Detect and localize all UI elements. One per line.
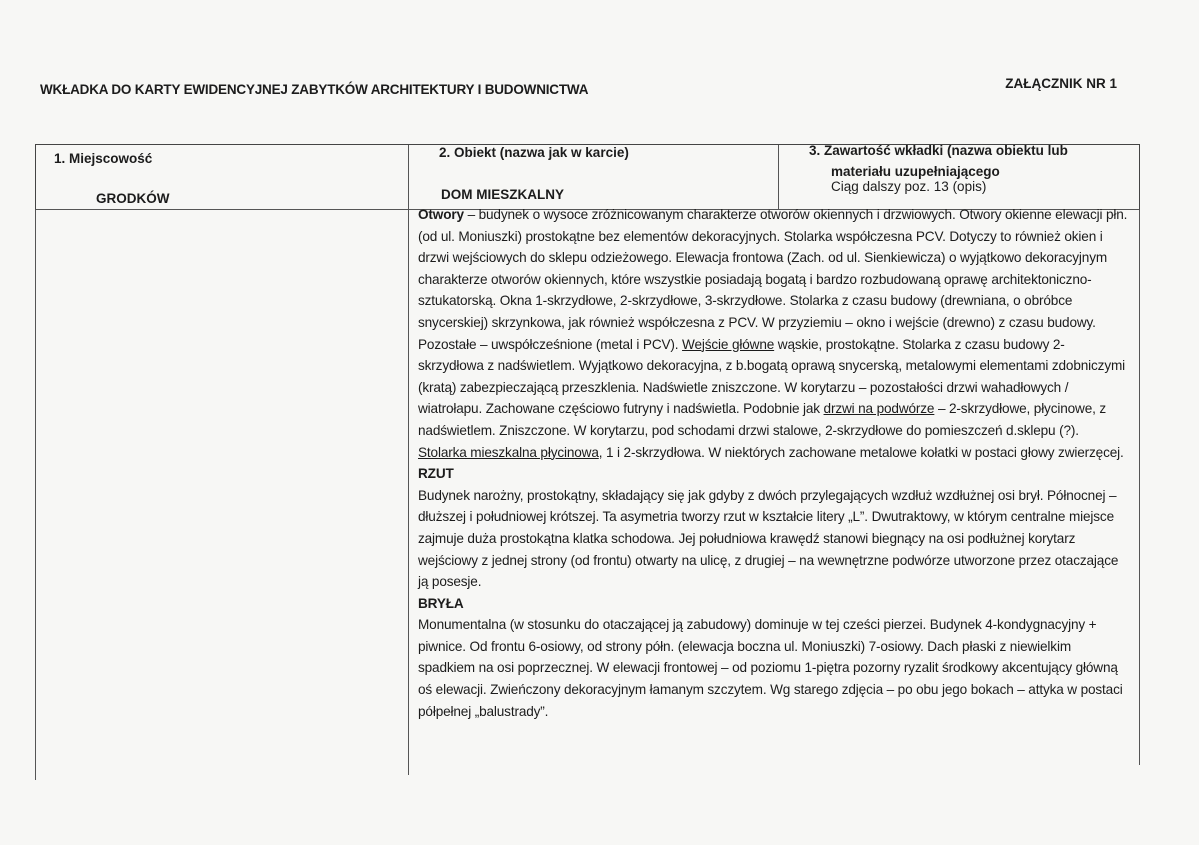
locality-cell [36,145,409,209]
section-otwory [418,204,1128,463]
right-border [1139,210,1140,765]
object-cell [409,145,779,209]
locality-value: GRODKÓW [96,191,170,206]
otwory-text-3: – 2-skrzydłowe, płycinowe, z nadświetlem. Zniszczone. W korytarzu, pod schodami drzwi stalowe, 2-skrzydłowe do pomieszczeń d.sklepu (?). [418,401,1107,438]
locality-label: 1. Miejscowość [54,151,153,166]
left-border [35,210,36,780]
bryla-heading: BRYŁA [418,595,464,611]
description-text [418,204,1128,722]
document-title: WKŁADKA DO KARTY EWIDENCYJNEJ ZABYTKÓW ARCHITEKTURY I BUDOWNICTWA [40,82,589,97]
section-rzut [418,463,1128,593]
contents-cell [779,145,1139,209]
otwory-underline-2: drzwi na podwórze [823,401,935,417]
annex-label: ZAŁĄCZNIK NR 1 [1005,76,1117,91]
contents-subtitle: Ciąg dalszy poz. 13 (opis) [831,179,987,194]
record-table [35,143,1140,719]
table-header-row [35,144,1140,210]
object-value: DOM MIESZKALNY [441,187,564,202]
contents-label-line2: materiału uzupełniającego [831,164,1000,179]
contents-label-line1: 3. Zawartość wkładki (nazwa obiektu lub [809,143,1068,158]
otwory-underline-1: Wejście główne [682,336,775,352]
bryla-text: Monumentalna (w stosunku do otaczającej ją zabudowy) dominuje w tej cześci pierzei. Budynek 4-kondygnacyjny + piwnice. Od frontu 6-osiowy, od strony półn. (elewacja boczna ul. Moniuszki) 7-osiowy. Dach płaski z niewielkim spadkiem na osi poprzecznej. W elewacji frontowej – od poziomu 1-piętra pozorny ryzalit środkowy akcentujący główną oś elewacji. Zwieńczony dekoracyjnym łamanym szczytem. Wg starego zdjęcia – po obu jego bokach – attyka w postaci półpełnej „balustrady”. [418,617,1123,719]
otwory-text-1: – budynek o wysoce zróżnicowanym charakterze otworów okiennych i drzwiowych. Otwory okienne elewacji płn. (od ul. Moniuszki) prostokątne bez elementów dekoracyjnych. Stolarka współczesna PCV. Dotyczy to również okien i drzwi wejściowych do sklepu odzieżowego. Elewacja frontowa (Zach. od ul. Sienkiewicza) o wyjątkowo dekoracyjnym charakterze otworów okiennych, które wszystkie posiadają bogatą i bardzo rozbudowaną oprawę architektoniczno-sztukatorską. Okna 1-skrzydłowe, 2-skrzydłowe, 3-skrzydłowe. Stolarka z czasu budowy (drewniana, o obróbce snycerskiej) skrzynkowa, jak również współczesna z PCV. W przyziemiu – okno i wejście (drewno) z czasu budowy. Pozostałe – uwspółcześnione (metal i PCV). [418,207,1128,352]
object-label: 2. Obiekt (nazwa jak w karcie) [439,145,629,160]
rzut-heading: RZUT [418,466,454,482]
otwory-text-4: , 1 i 2-skrzydłowa. W niektórych zachowane metalowe kołatki w postaci głowy zwierzęcej. [598,444,1124,460]
table-body-row [35,207,1140,780]
rzut-text: Budynek narożny, prostokątny, składający się jak gdyby z dwóch przylegających wzdłuż wzdłużnej osi brył. Północnej – dłuższej i południowej krótszej. Ta asymetria tworzy rzut w kształcie litery „L”. Dwutraktowy, w którym centralne miejsce zajmuje duża prostokątna klatka schodowa. Jej południowa krawędź stanowi biegnący na osi podłużnej korytarz wejściowy z jednej strony (od frontu) otwarty na ulicę, z drugiej – na wewnętrzne podwórze utworzone przez otaczające ją posesje. [418,487,1119,590]
section-bryla [418,593,1128,723]
otwory-heading: Otwory [418,207,464,222]
otwory-text-2: wąskie, prostokątne. Stolarka z czasu budowy 2-skrzydłowa z nadświetlem. Wyjątkowo dekoracyjna, z b.bogatą oprawą snycerską, metalowymi elementami zdobniczymi (kratą) zabezpieczającą przeszklenia. Nadświetle zniszczone. W korytarzu – pozostałości drzwi wahadłowych / wiatrołapu. Zachowane częściowo futryny i nadświetla. Podobnie jak [418,336,1126,417]
otwory-underline-3: Stolarka mieszkalna płycinowa [418,444,599,460]
contents-label [809,140,1068,182]
column-divider [408,210,409,775]
